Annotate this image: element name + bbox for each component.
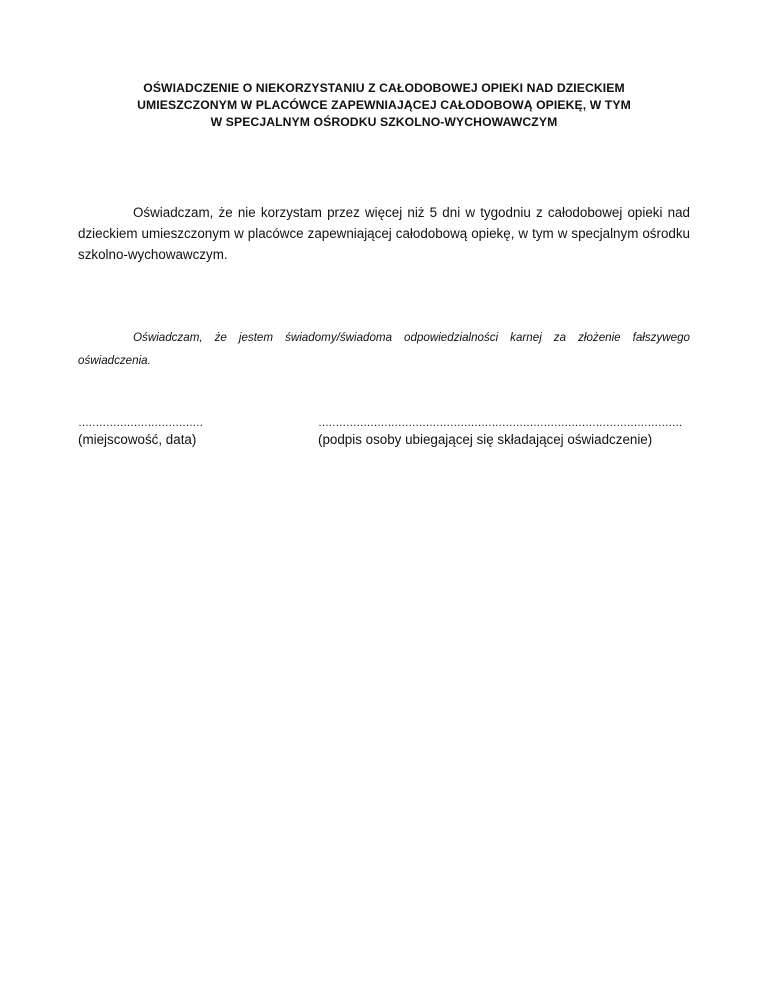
place-date-dotted-line: ……………………………… [78,417,203,429]
title-line-3: W SPECJALNYM OŚRODKU SZKOLNO-WYCHOWAWCZYM [210,115,558,129]
liability-paragraph: Oświadczam, że jestem świadomy/świadoma odpowiedzialności karnej za złożenie fałszywego oświadczenia. [78,331,690,367]
declaration-paragraph: Oświadczam, że nie korzystam przez więcej niż 5 dni w tygodniu z całodobowej opieki nad dzieckiem umieszczonym w placówce zapewniającej całodobową opiekę, w tym w specjalnym ośrodku szkolno-wychowawczym. [78,205,690,262]
place-date-label: (miejscowość, data) [78,432,197,447]
document-title [80,80,688,131]
signature-dotted-line: …………………………………………………………………………………………… [318,417,683,429]
signature-block [318,416,683,450]
signature-label: (podpis osoby ubiegającej się składającej oświadczenie) [318,432,653,447]
place-date-block [78,416,212,450]
title-line-2: UMIESZCZONYM W PLACÓWCE ZAPEWNIAJĄCEJ CAŁODOBOWĄ OPIEKĘ, W TYM [137,98,631,112]
title-line-1: OŚWIADCZENIE O NIEKORZYSTANIU Z CAŁODOBOWEJ OPIEKI NAD DZIECKIEM [143,81,625,95]
